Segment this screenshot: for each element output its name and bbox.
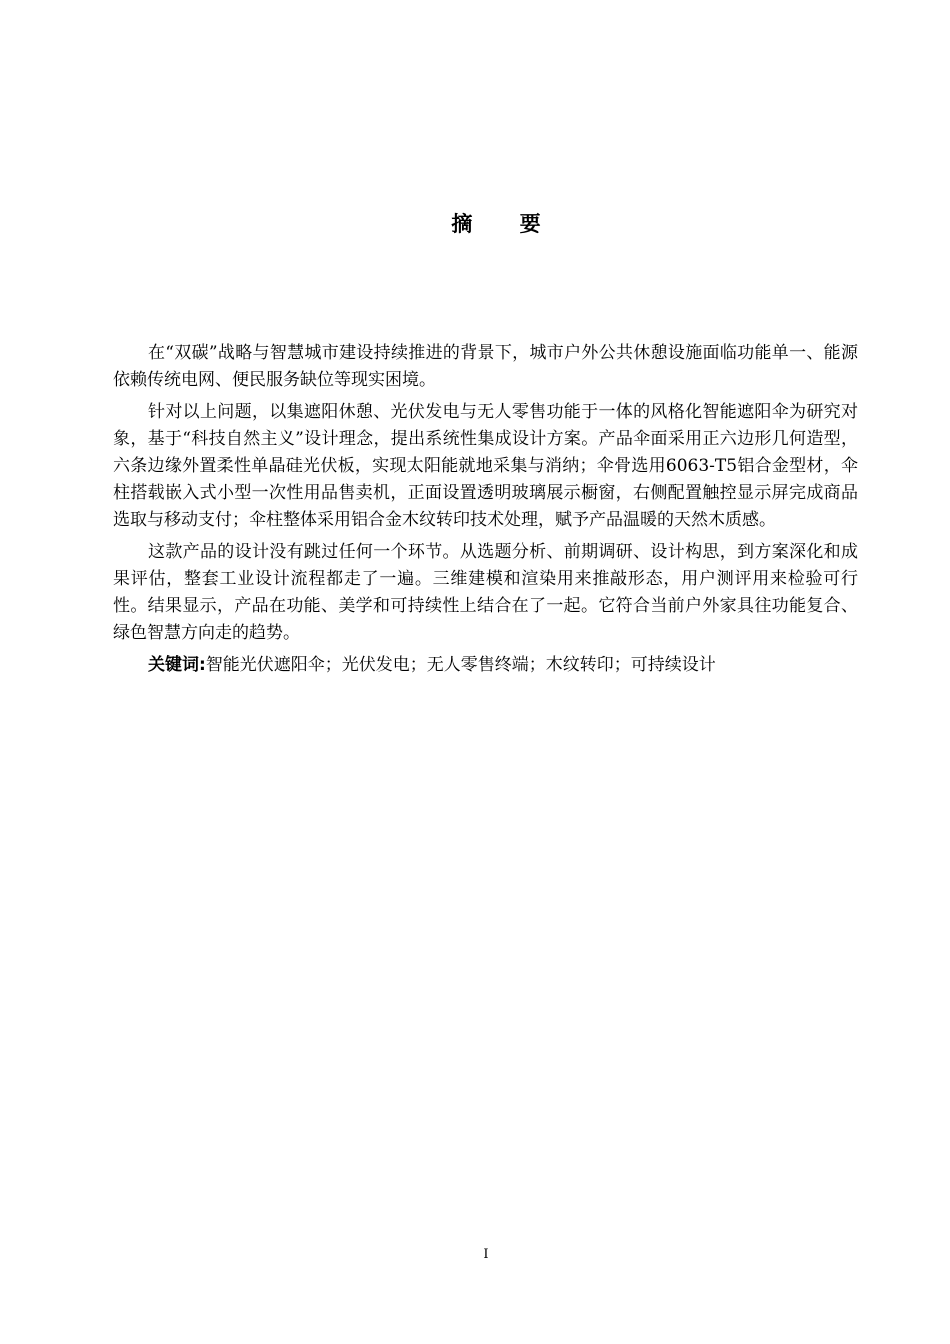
- page-number: I: [483, 1247, 489, 1262]
- keywords-line: [113, 652, 858, 679]
- abstract-body: [113, 340, 858, 679]
- keywords-label: 关键词:: [148, 655, 206, 675]
- abstract-title: 摘 要: [451, 212, 561, 236]
- keywords-list: 智能光伏遮阳伞；光伏发电；无人零售终端；木纹转印；可持续设计: [205, 655, 716, 675]
- abstract-paragraph-3: 这款产品的设计没有跳过任何一个环节。从选题分析、前期调研、设计构思，到方案深化和成果评估，整套工业设计流程都走了一遍。三维建模和渲染用来推敲形态，用户测评用来检验可行性。结果显示，产品在功能、美学和可持续性上结合在了一起。它符合当前户外家具往功能复合、绿色智慧方向走的趋势。: [113, 542, 858, 643]
- abstract-paragraph-1: 在“双碳”战略与智慧城市建设持续推进的背景下，城市户外公共休憩设施面临功能单一、能源依赖传统电网、便民服务缺位等现实困境。: [113, 343, 858, 390]
- abstract-paragraph-2: 针对以上问题，以集遮阳休憩、光伏发电与无人零售功能于一体的风格化智能遮阳伞为研究对象，基于“科技自然主义”设计理念，提出系统性集成设计方案。产品伞面采用正六边形几何造型，六条边缘外置柔性单晶硅光伏板，实现太阳能就地采集与消纳；伞骨选用6063-T5铝合金型材，伞柱搭载嵌入式小型一次性用品售卖机，正面设置透明玻璃展示橱窗，右侧配置触控显示屏完成商品选取与移动支付；伞柱整体采用铝合金木纹转印技术处理，赋予产品温暖的天然木质感。: [113, 402, 858, 530]
